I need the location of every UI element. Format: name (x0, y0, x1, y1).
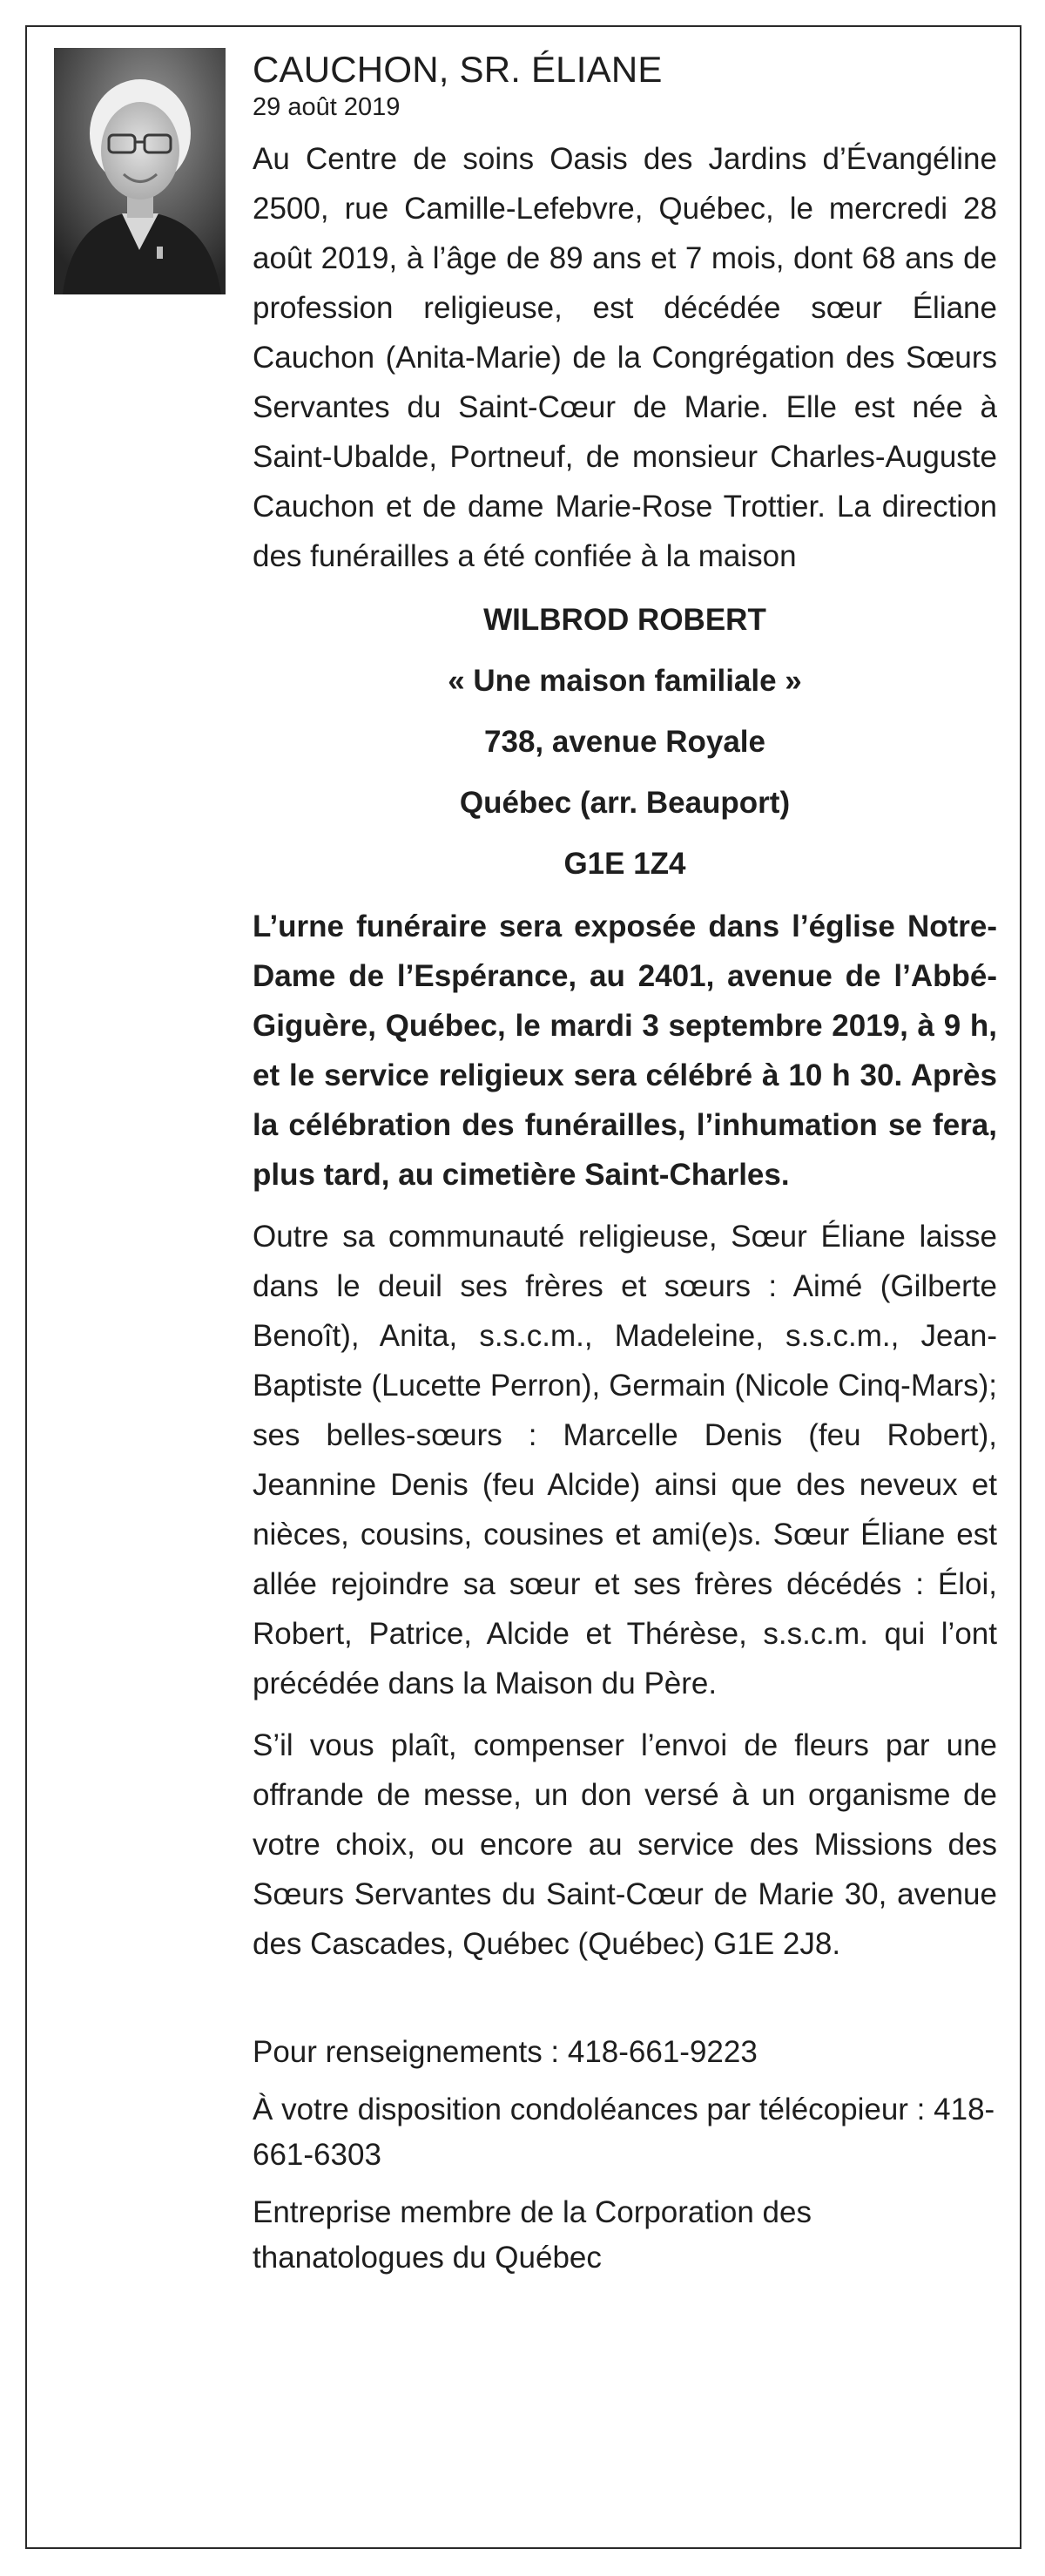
service-paragraph: L’urne funéraire sera exposée dans l’église Notre-Dame de l’Espérance, au 2401, avenue de l’Abbé-Giguère, Québec, le mardi 3 septembre 2019, à 9 h, et le service religieux sera célébré à 10 h 30. Après la célébration des funérailles, l’inhumation se fera, plus tard, au cimetière Saint-Charles. (253, 909, 997, 1192)
funeral-home-postal: G1E 1Z4 (563, 847, 686, 881)
funeral-home-block (253, 590, 997, 895)
deceased-name: CAUCHON, SR. ÉLIANE (253, 49, 663, 90)
spacer (253, 1969, 997, 2030)
publication-date: 29 août 2019 (253, 93, 401, 121)
portrait-photo (54, 48, 226, 294)
corporation-line: Entreprise membre de la Corporation des thanatologues du Québec (253, 2195, 812, 2275)
funeral-home-name: WILBROD ROBERT (483, 603, 766, 637)
fax-line: À votre disposition condoléances par télécopieur : 418-661-6303 (253, 2093, 995, 2172)
donations-paragraph: S’il vous plaît, compenser l’envoi de fleurs par une offrande de messe, un don versé à un organisme de votre choix, ou encore au service des Missions des Sœurs Servantes du Saint-Cœur de Marie 30, avenue des Cascades, Québec (Québec) G1E 2J8. (253, 1728, 997, 1961)
funeral-home-city: Québec (arr. Beauport) (459, 786, 791, 820)
family-paragraph: Outre sa communauté religieuse, Sœur Éliane laisse dans le deuil ses frères et sœurs : Aimé (Gilberte Benoît), Anita, s.s.c.m., Madeleine, s.s.c.m., Jean-Baptiste (Lucette Perron), Germain (Nicole Cinq-Mars); ses belles-sœurs : Marcelle Denis (feu Robert), Jeannine Denis (feu Alcide) ainsi que des neveux et nièces, cousins, cousines et ami(e)s. Sœur Éliane est allée rejoindre sa sœur et ses frères décédés : Éloi, Robert, Patrice, Alcide et Thérèse, s.s.c.m. qui l’ont précédée dans la Maison du Père. (253, 1220, 997, 1700)
obituary-content (253, 49, 997, 2281)
info-phone: Pour renseignements : 418-661-9223 (253, 2035, 758, 2069)
portrait-icon (54, 48, 226, 294)
funeral-home-street: 738, avenue Royale (484, 725, 765, 759)
intro-paragraph: Au Centre de soins Oasis des Jardins d’Évangéline 2500, rue Camille-Lefebvre, Québec, le mercredi 28 août 2019, à l’âge de 89 ans et 7 mois, dont 68 ans de profession religieuse, est décédée sœur Éliane Cauchon (Anita-Marie) de la Congrégation des Sœurs Servantes du Saint-Cœur de Marie. Elle est née à Saint-Ubalde, Portneuf, de monsieur Charles-Auguste Cauchon et de dame Marie-Rose Trottier. La direction des funérailles a été confiée à la maison (253, 142, 997, 573)
funeral-home-slogan: « Une maison familiale » (448, 664, 802, 698)
